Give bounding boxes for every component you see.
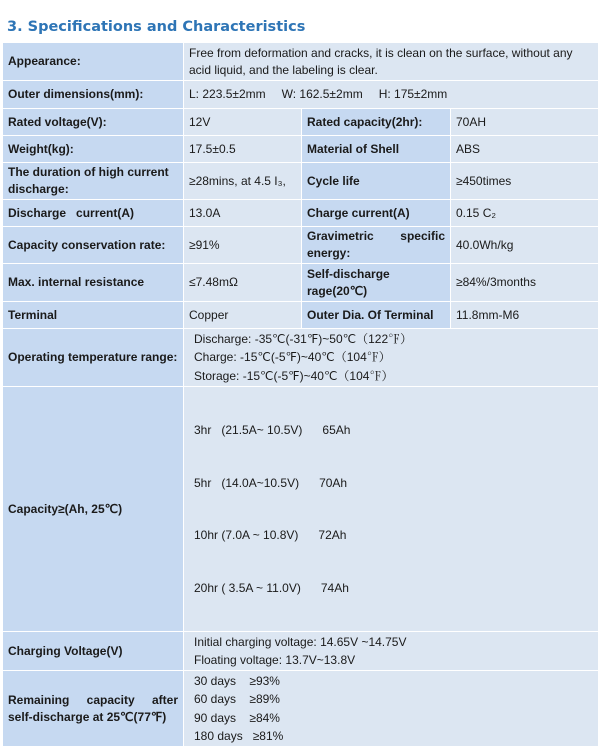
table-row (3, 109, 599, 136)
table-row (3, 632, 599, 671)
remaining-capacity-60days: 60 days ≥89% (194, 692, 280, 707)
charging-voltage-label: Charging Voltage(V) (3, 632, 184, 671)
capacity-conservation-label: Capacity conservation rate: (3, 227, 184, 264)
charge-current-label: Charge current(A) (302, 200, 451, 227)
charge-current-value: 0.15 C₂ (451, 200, 599, 227)
table-row (3, 387, 599, 632)
table-row (3, 329, 599, 387)
table-row (3, 43, 599, 81)
weight-value: 17.5±0.5 (184, 136, 302, 163)
operating-temperature-label: Operating temperature range: (3, 329, 184, 387)
charging-voltage-value (184, 632, 599, 671)
discharge-current-value: 13.0A (184, 200, 302, 227)
charging-voltage-floating: Floating voltage: 13.7V~13.8V (194, 653, 356, 668)
table-row (3, 671, 599, 747)
charging-voltage-initial: Initial charging voltage: 14.65V ~14.75V (194, 634, 407, 649)
operating-temperature-value (184, 329, 599, 387)
high-current-duration-value: ≥28mins, at 4.5 I₃, (184, 163, 302, 200)
capacity-3hr: 3hr (21.5A~ 10.5V) 65Ah (194, 423, 351, 437)
operating-temperature-storage: Storage: -15℃(-5℉)~40℃（104℉） (194, 368, 394, 383)
self-discharge-rate-value: ≥84%/3months (451, 264, 599, 302)
table-row (3, 264, 599, 302)
table-row (3, 81, 599, 109)
cycle-life-value: ≥450times (451, 163, 599, 200)
capacity-5hr: 5hr (14.0A~10.5V) 70Ah (194, 475, 348, 490)
dimension-width: W: 162.5±2mm (281, 87, 363, 101)
remaining-capacity-label: Remaining capacity after self-discharge at 25℃(77℉) (3, 671, 184, 747)
terminal-outer-dia-label: Outer Dia. Of Terminal (302, 302, 451, 329)
discharge-current-label: Discharge current(A) (3, 200, 184, 227)
terminal-value: Copper (184, 302, 302, 329)
capacity-10hr: 10hr (7.0A ~ 10.8V) 72Ah (194, 528, 347, 543)
high-current-duration-label: The duration of high current discharge: (3, 163, 184, 200)
shell-material-value: ABS (451, 136, 599, 163)
rated-voltage-value: 12V (184, 109, 302, 136)
table-row (3, 136, 599, 163)
internal-resistance-value: ≤7.48mΩ (184, 264, 302, 302)
gravimetric-energy-value: 40.0Wh/kg (451, 227, 599, 264)
outer-dimensions-label: Outer dimensions(mm): (3, 81, 184, 109)
dimension-length: L: 223.5±2mm (189, 87, 266, 101)
outer-dimensions-value (184, 81, 599, 109)
capacity-value (184, 387, 599, 632)
weight-label: Weight(kg): (3, 136, 184, 163)
remaining-capacity-30days: 30 days ≥93% (194, 673, 280, 688)
specifications-table (2, 42, 599, 747)
remaining-capacity-180days: 180 days ≥81% (194, 729, 284, 744)
cycle-life-label: Cycle life (302, 163, 451, 200)
remaining-capacity-90days: 90 days ≥84% (194, 710, 280, 725)
rated-capacity-value: 70AH (451, 109, 599, 136)
operating-temperature-charge: Charge: -15℃(-5℉)~40℃（104℉） (194, 350, 391, 365)
capacity-label: Capacity≥(Ah, 25℃) (3, 387, 184, 632)
self-discharge-rate-label: Self-discharge rage(20℃) (302, 264, 451, 302)
table-row (3, 227, 599, 264)
table-row (3, 200, 599, 227)
appearance-label: Appearance: (3, 43, 184, 81)
dimension-height: H: 175±2mm (378, 87, 448, 101)
table-row (3, 163, 599, 200)
capacity-20hr: 20hr ( 3.5A ~ 11.0V) 74Ah (194, 580, 349, 595)
rated-voltage-label: Rated voltage(V): (3, 109, 184, 136)
remaining-capacity-value (184, 671, 599, 747)
capacity-conservation-value: ≥91% (184, 227, 302, 264)
shell-material-label: Material of Shell (302, 136, 451, 163)
rated-capacity-label: Rated capacity(2hr): (302, 109, 451, 136)
terminal-label: Terminal (3, 302, 184, 329)
internal-resistance-label: Max. internal resistance (3, 264, 184, 302)
appearance-value: Free from deformation and cracks, it is clean on the surface, without any acid liquid, and the labeling is clear. (184, 43, 599, 81)
terminal-outer-dia-value: 11.8mm-M6 (451, 302, 599, 329)
gravimetric-energy-label: Gravimetric specific energy: (302, 227, 451, 264)
table-row (3, 302, 599, 329)
operating-temperature-discharge: Discharge: -35℃(-31℉)~50℃（122℉） (194, 331, 413, 346)
section-heading: 3. Specifications and Characteristics (7, 19, 306, 35)
